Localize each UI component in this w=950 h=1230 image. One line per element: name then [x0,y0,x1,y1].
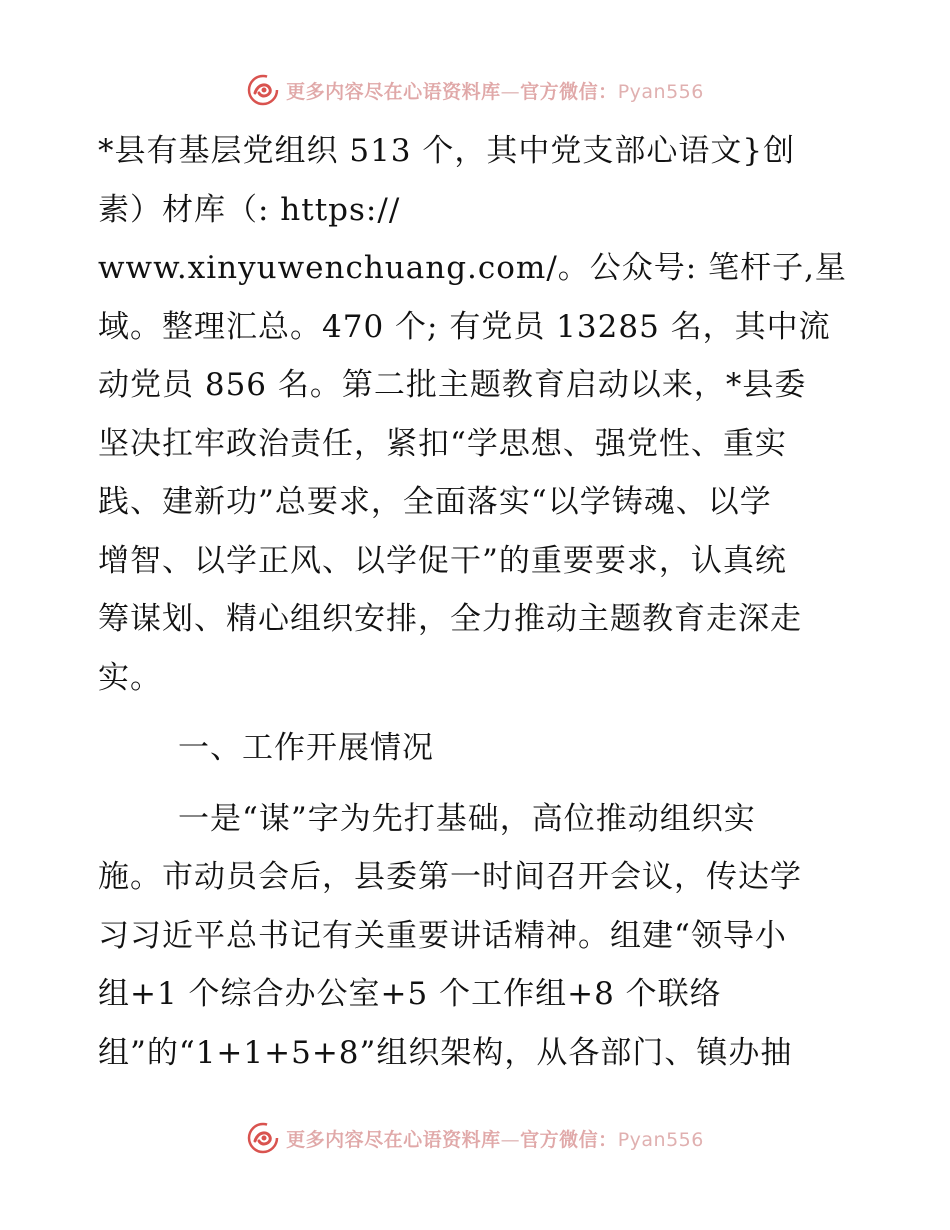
text-line: 动党员 856 名。第二批主题教育启动以来，*县委 [98,367,807,403]
document-body [98,122,858,1082]
text-line: www.xinyuwenchuang.com/。公众号: 笔杆子,星 [98,250,847,286]
text-line: 实。 [98,659,162,696]
text-line: 践、建新功”总要求，全面落实“以学铸魂、以学 [98,484,772,520]
header-watermark [0,70,950,110]
swirl-logo-icon [246,1121,280,1155]
text-line: 增智、以学正风、以学促干”的重要要求，认真统 [98,542,787,579]
swirl-logo-icon [246,73,280,107]
text-line: 施。市动员会后，县委第一时间召开会议，传达学 [98,859,802,895]
footer-watermark [0,1118,950,1158]
text-line: 组”的“1+1+5+8”组织架构，从各部门、镇办抽 [98,1034,793,1071]
text-line: 筹谋划、精心组织安排，全力推动主题教育走深走 [98,601,802,637]
watermark-text: 更多内容尽在心语资料库—官方微信：Pyan556 [286,80,704,103]
watermark-text: 更多内容尽在心语资料库—官方微信：Pyan556 [286,1128,704,1151]
text-line: 素）材库（: https:// [98,191,401,228]
section-heading: 一、工作开展情况 [178,730,434,766]
text-line: 域。整理汇总。470 个; 有党员 13285 名，其中流 [98,308,831,345]
text-line: 坚决扛牢政治责任，紧扣“学思想、强党性、重实 [98,425,787,462]
text-line: 一是“谋”字为先打基础，高位推动组织实 [178,800,756,837]
text-line: 组+1 个综合办公室+5 个工作组+8 个联络 [98,976,722,1012]
text-line: 习习近平总书记有关重要讲话精神。组建“领导小 [98,917,787,954]
text-line: *县有基层党组织 513 个，其中党支部心语文}创 [98,133,796,169]
